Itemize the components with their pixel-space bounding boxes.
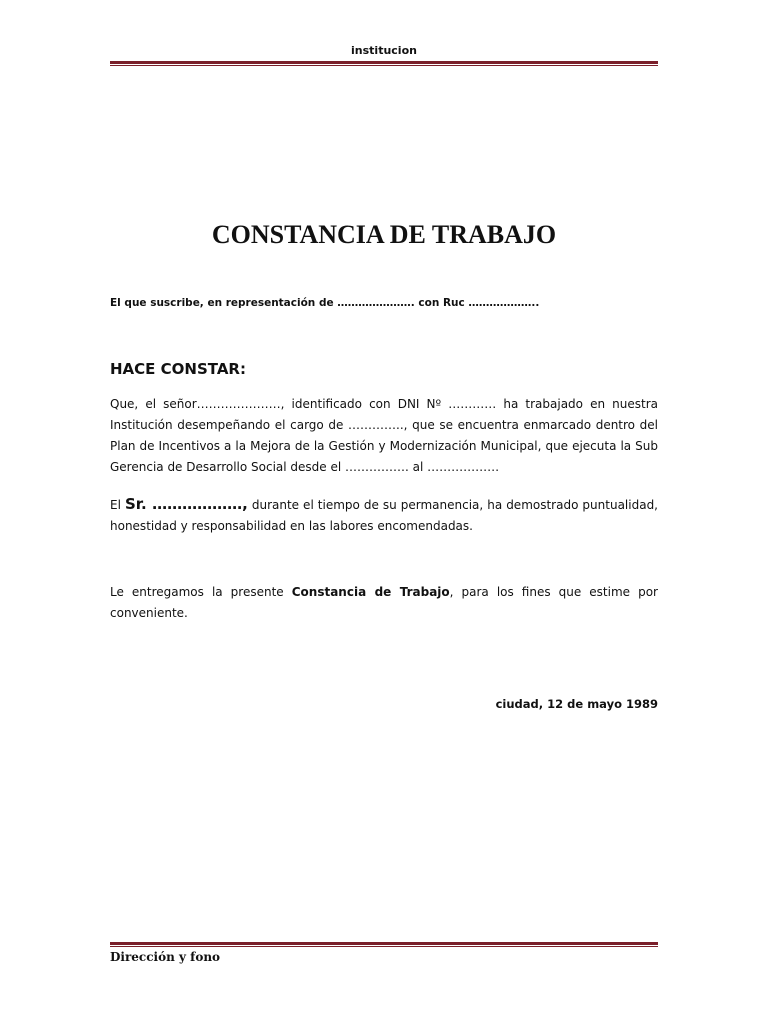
section-heading: HACE CONSTAR: xyxy=(110,360,246,378)
paragraph-employment: Que, el señor…………………, identificado con DNI Nº ………… ha trabajado en nuestra Institución desempeñando el cargo de ………….., que se encuentra enmarcado dentro del Plan de Incentivos a la Mejora de la Gestión y Modernización Municipal, que ejecuta la Sub Gerencia de Desarrollo Social desde el ……………. al ……………… xyxy=(110,397,658,474)
paragraph-conduct-prefix: El xyxy=(110,498,125,512)
employee-name: Sr. ………………, xyxy=(124,495,248,513)
document-title: CONSTANCIA DE TRABAJO xyxy=(211,220,557,249)
issue-date: ciudad, 12 de mayo 1989 xyxy=(495,697,658,711)
paragraph-closing-prefix: Le entregamos la presente xyxy=(110,585,292,599)
paragraph-conduct xyxy=(110,494,658,537)
header-divider xyxy=(110,61,658,67)
footer-divider xyxy=(110,942,658,948)
header-institution: institucion xyxy=(351,44,417,57)
paragraph-closing-suffix: , para los fines que estime por conveniente. xyxy=(110,585,658,620)
certificate-name: Constancia de Trabajo xyxy=(291,585,450,599)
paragraph-closing xyxy=(110,582,658,624)
footer-address: Dirección y fono xyxy=(110,950,221,964)
intro-line: El que suscribe, en representación de …………………. con Ruc ……………….. xyxy=(110,297,540,309)
paragraph-conduct-text: durante el tiempo de su permanencia, ha demostrado puntualidad, honestidad y responsabilidad en las labores encomendadas. xyxy=(110,498,658,533)
